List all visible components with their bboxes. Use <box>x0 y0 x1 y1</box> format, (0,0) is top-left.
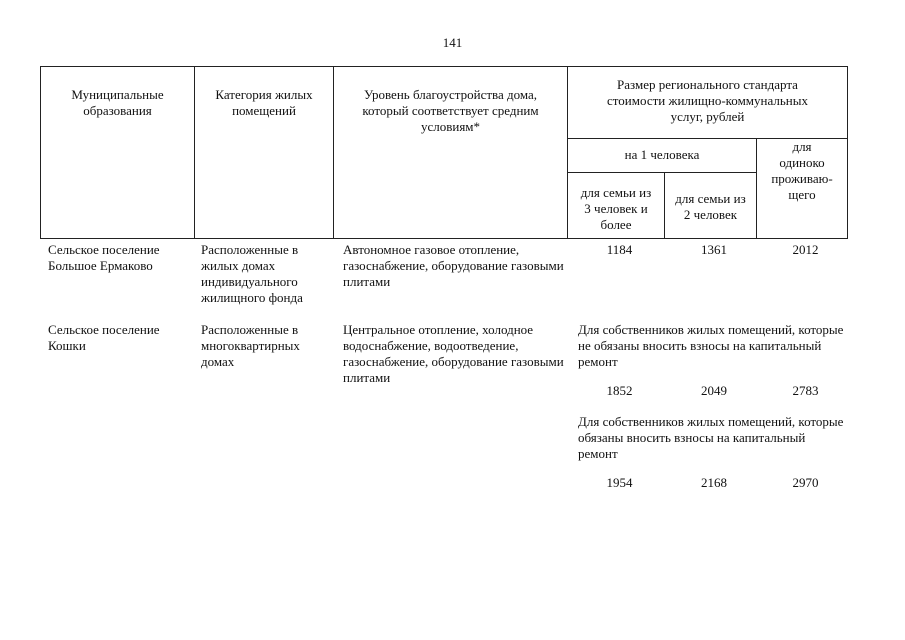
row2b-value-single: 2970 <box>792 475 819 490</box>
row2-note-capital-repair: Для собственников жилых помещений, которые обязаны вносить взносы на капитальный ремонт <box>578 414 844 461</box>
row2-improvement: Центральное отопление, холодное водоснабжение, водоотведение, газоснабжение, оборудование газовыми плитами <box>343 322 564 385</box>
page-number: 141 <box>442 35 463 50</box>
row2a-value-family2: 2049 <box>701 383 727 398</box>
row2a-value-family3: 1852 <box>606 383 633 398</box>
header-improvement: Уровень благоустройства дома, который соответствует средним условиям* <box>334 67 568 239</box>
row1-municipality: Сельское поселение Большое Ермаково <box>48 242 160 273</box>
header-family3: для семьи из 3 человек и более <box>568 173 665 239</box>
row2b-value-family2: 2168 <box>701 475 727 490</box>
row1-value-family3: 1184 <box>606 242 633 257</box>
header-standard: Размер регионального стандарта стоимости жилищно-коммунальных услуг, рублей <box>568 67 848 139</box>
row2-municipality: Сельское поселение Кошки <box>48 322 160 353</box>
header-table <box>40 66 848 239</box>
header-category: Категория жилых помещений <box>195 67 334 239</box>
row1-value-single: 2012 <box>792 242 819 257</box>
row2b-value-family3: 1954 <box>606 475 633 490</box>
row1-value-family2: 1361 <box>701 242 727 257</box>
header-family2: для семьи из 2 человек <box>665 173 757 239</box>
header-single: для одиноко проживаю-щего <box>757 139 848 239</box>
row1-improvement: Автономное газовое отопление, газоснабжение, оборудование газовыми плитами <box>343 242 564 289</box>
header-municipality: Муниципальные образования <box>41 67 195 239</box>
header-per-person: на 1 человека <box>568 139 757 173</box>
row2a-value-single: 2783 <box>792 383 819 398</box>
row1-category: Расположенные в жилых домах индивидуального жилищного фонда <box>201 242 303 305</box>
row2-category: Расположенные в многоквартирных домах <box>201 322 300 369</box>
row2-note-no-capital-repair: Для собственников жилых помещений, которые не обязаны вносить взносы на капитальный ремонт <box>578 322 844 369</box>
